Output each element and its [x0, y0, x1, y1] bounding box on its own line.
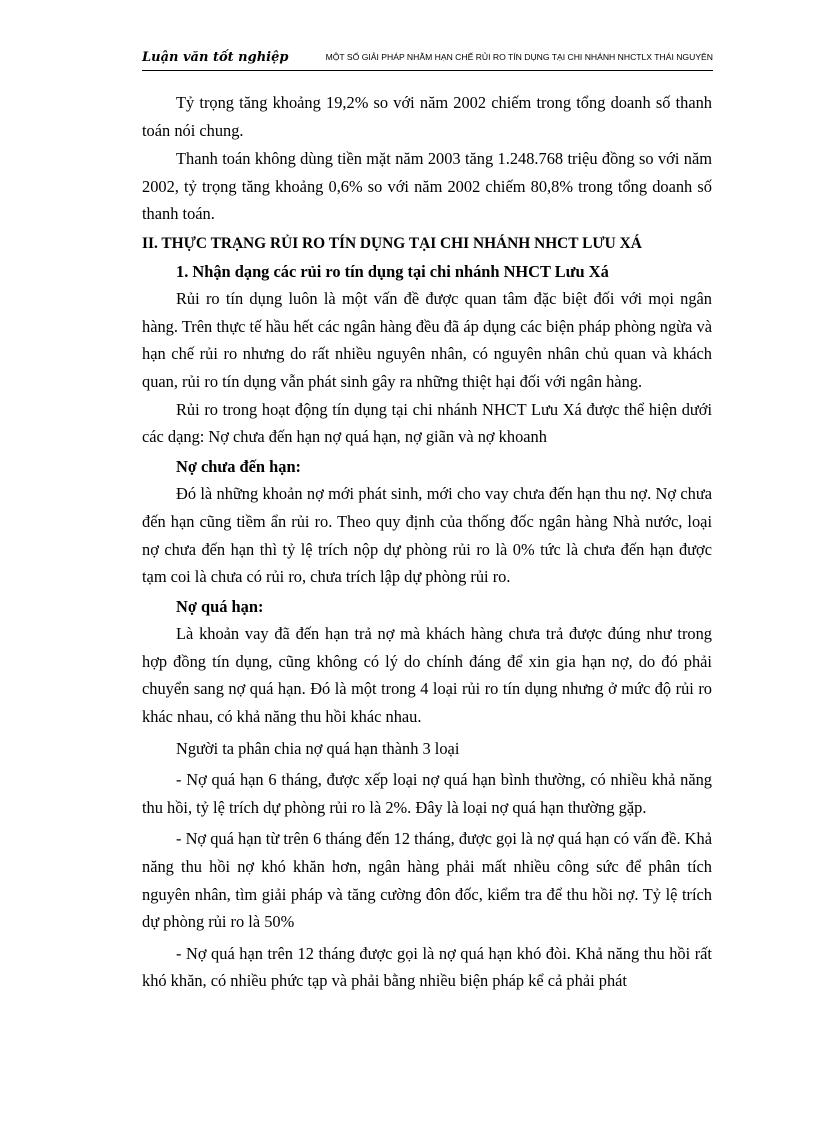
header-right-title: MỘT SỐ GIẢI PHÁP NHẰM HẠN CHẾ RỦI RO TÍN DỤNG TẠI CHI NHÁNH NHCTLX THÁI NGUYÊN: [325, 52, 713, 62]
header-divider: [142, 70, 713, 71]
term-heading-not-due: Nợ chưa đến hạn:: [176, 456, 302, 476]
paragraph-3: Rủi ro tín dụng luôn là một vấn đề được quan tâm đặc biệt đối với mọi ngân hàng. Trên thực tế hầu hết các ngân hàng đều đã áp dụng các biện pháp phòng ngừa và hạn chế rủi ro nhưng do rất nhiều nguyên nhân, có nguyên nhân chủ quan và khách quan, rủi ro tín dụng vẫn phát sinh gây ra những thiệt hại đối với ngân hàng.: [142, 289, 712, 391]
paragraph-7: Người ta phân chia nợ quá hạn thành 3 loại: [176, 738, 460, 758]
section-heading: II. THỰC TRẠNG RỦI RO TÍN DỤNG TẠI CHI NHÁNH NHCT LƯU XÁ: [142, 234, 642, 252]
header-left-title: Luận văn tốt nghiệp: [142, 50, 289, 65]
paragraph-8: - Nợ quá hạn 6 tháng, được xếp loại nợ quá hạn bình thường, có nhiều khả năng thu hồi, tỷ lệ trích dự phòng rủi ro là 2%. Đây là loại nợ quá hạn thường gặp.: [142, 770, 712, 817]
page-header: [142, 46, 713, 74]
paragraph-5: Đó là những khoản nợ mới phát sinh, mới cho vay chưa đến hạn thu nợ. Nợ chưa đến hạn cũng tiềm ẩn rủi ro. Theo quy định của thống đốc ngân hàng Nhà nước, loại nợ chưa đến hạn thì tỷ lệ trích nộp dự phòng rủi ro là 0% tức là chưa đến hạn được tạm coi là chưa có rủi ro, chưa trích lập dự phòng rủi ro.: [142, 484, 712, 587]
paragraph-6: Là khoản vay đã đến hạn trả nợ mà khách hàng chưa trả được đúng như trong hợp đồng tín dụng, cũng không có lý do chính đáng để xin gia hạn nợ, do đó phải chuyển sang nợ quá hạn. Đó là một trong 4 loại rủi ro tín dụng nhưng ở mức độ rủi ro khác nhau, có khả năng thu hồi khác nhau.: [142, 624, 712, 727]
term-heading-overdue: Nợ quá hạn:: [176, 596, 264, 616]
document-body: [142, 89, 712, 995]
paragraph-1: Tỷ trọng tăng khoảng 19,2% so với năm 2002 chiếm trong tổng doanh số thanh toán nói chung.: [142, 93, 712, 140]
paragraph-9: - Nợ quá hạn từ trên 6 tháng đến 12 tháng, được gọi là nợ quá hạn có vấn đề. Khả năng thu hồi nợ khó khăn hơn, ngân hàng phải mất nhiều công sức để phân tích nguyên nhân, tìm giải pháp và tăng cường đôn đốc, kiểm tra để thu hồi nợ. Tỷ lệ trích dự phòng rủi ro là 50%: [142, 829, 712, 932]
paragraph-2: Thanh toán không dùng tiền mặt năm 2003 tăng 1.248.768 triệu đồng so với năm 2002, tỷ trọng tăng khoảng 0,6% so với năm 2002 chiếm 80,8% trong tổng doanh số thanh toán.: [142, 149, 712, 224]
sub-heading: 1. Nhận dạng các rủi ro tín dụng tại chi nhánh NHCT Lưu Xá: [176, 261, 609, 281]
paragraph-10: - Nợ quá hạn trên 12 tháng được gọi là nợ quá hạn khó đòi. Khả năng thu hồi rất khó khăn, có nhiều phức tạp và phải bằng nhiều biện pháp kể cả phải phát: [142, 943, 712, 991]
paragraph-4: Rủi ro trong hoạt động tín dụng tại chi nhánh NHCT Lưu Xá được thể hiện dưới các dạng: Nợ chưa đến hạn nợ quá hạn, nợ giãn và nợ khoanh: [142, 399, 712, 447]
